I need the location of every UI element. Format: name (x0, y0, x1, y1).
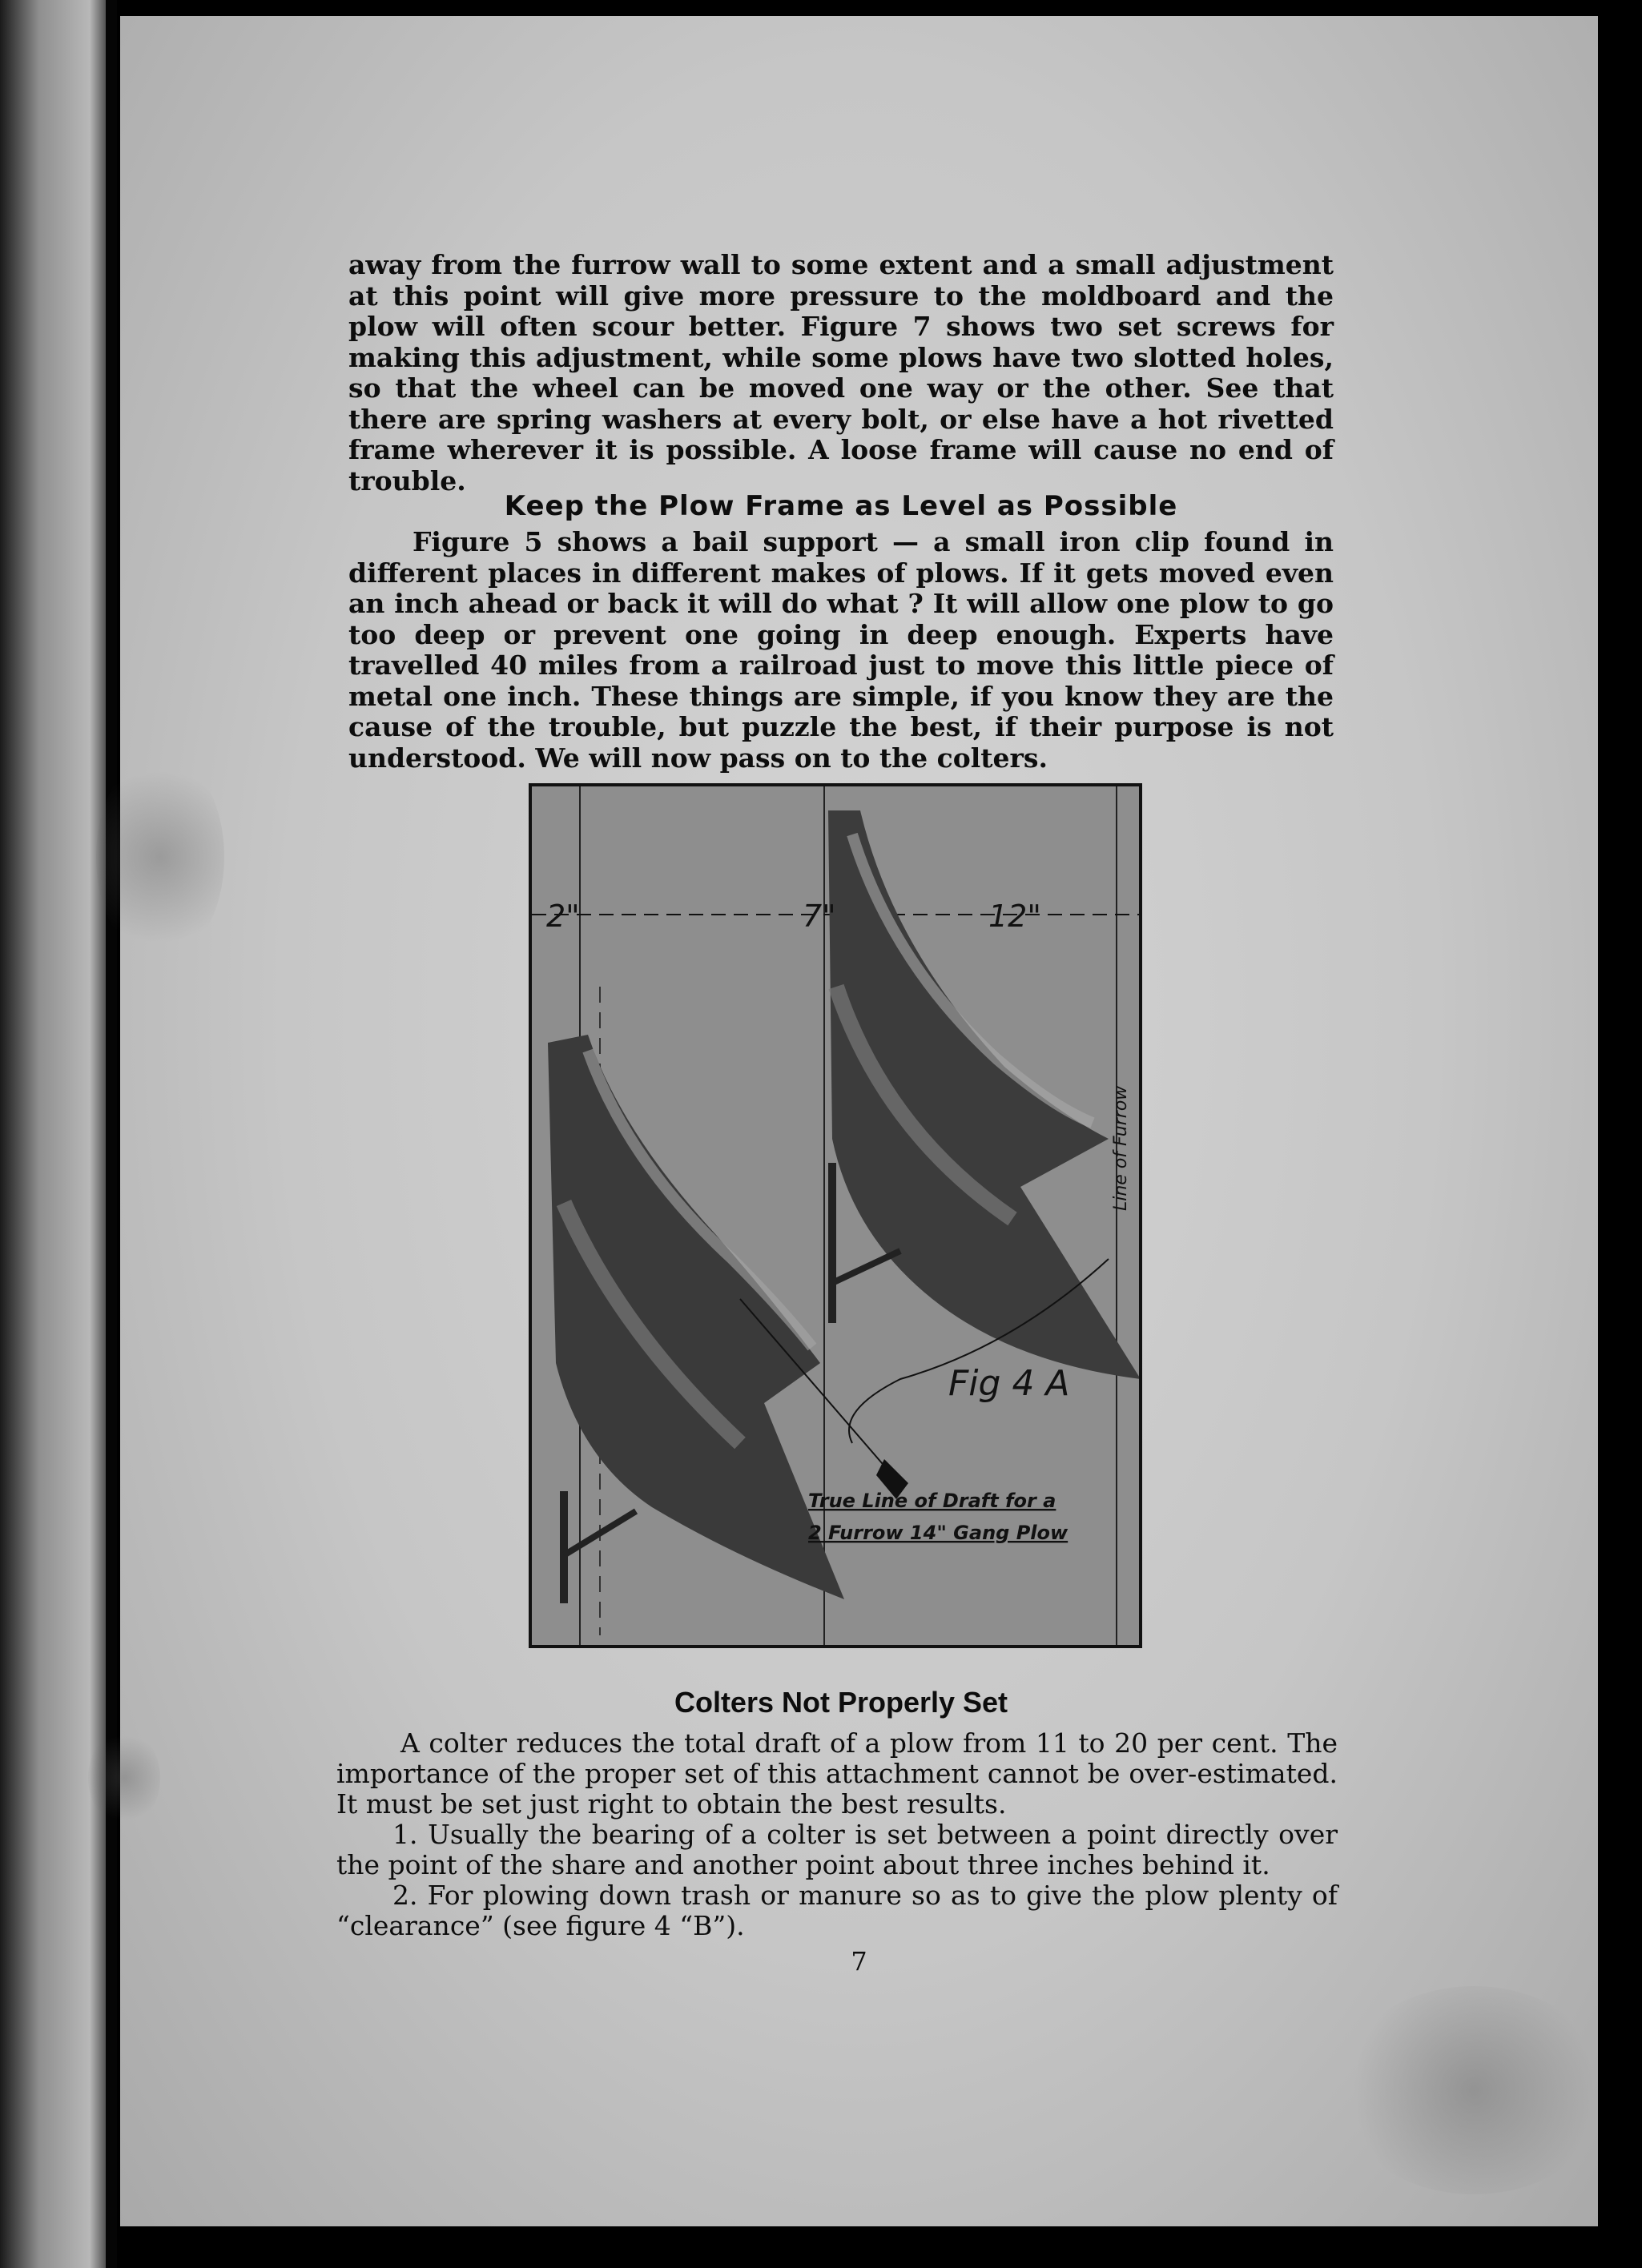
list-item-colter-clearance: 2. For plowing down trash or manure so as to give the plow plenty of “clearance” (see figure 4 “B”). (336, 1880, 1338, 1941)
section-heading-colters: Colters Not Properly Set (674, 1686, 1008, 1719)
figure-label: Fig 4 A (948, 1363, 1070, 1404)
page-number: 7 (851, 1946, 867, 1976)
paragraph-frame-adjustment: away from the furrow wall to some extent and a small adjustment at this point will give more pressure to the moldboard and the plow will often scour better. Figure 7 shows two set screws for making this adjustment, while some plows have two slotted holes, so that the wheel can be moved one way or the other. See that there are spring washers at every bolt, or else have a hot rivetted frame wherever it is possible. A loose frame will cause no end of trouble. (348, 249, 1334, 497)
dimension-label-2: 2" (546, 899, 580, 934)
right-dark-edge (1598, 0, 1642, 2268)
adjacent-page-edge (0, 0, 112, 2268)
list-item-colter-bearing: 1. Usually the bearing of a colter is set between a point directly over the point of the share and another point about three inches behind it. (336, 1819, 1338, 1880)
book-spine (106, 0, 117, 2268)
figure-caption-line1: True Line of Draft for a (808, 1490, 1056, 1512)
furrow-line-label: Line of Furrow (1111, 1085, 1131, 1211)
page-stain (1338, 1986, 1610, 2194)
figure-4a-plow-diagram (529, 783, 1142, 1648)
plow-illustration (532, 786, 1139, 1645)
page-stain (88, 1730, 160, 1826)
colters-section-body (336, 1728, 1338, 1941)
page-stain (96, 753, 224, 961)
section-heading-plow-frame: Keep the Plow Frame as Level as Possible (504, 490, 1178, 522)
document-page (120, 16, 1598, 2226)
paragraph-colters: A colter reduces the total draft of a plow from 11 to 20 per cent. The importance of the proper set of this attachment cannot be over-estimated. It must be set just right to obtain the best results. (336, 1727, 1338, 1820)
dimension-label-12: 12" (988, 899, 1041, 934)
paragraph-bail-support: Figure 5 shows a bail support — a small iron clip found in different places in different makes of plows. If it gets moved even an inch ahead or back it will do what ? It will allow one plow to go too deep or prevent one going in deep enough. Experts have travelled 40 miles from a railroad just to move this little piece of metal one inch. These things are simple, if you know they are the cause of the trouble, but puzzle the best, if their purpose is not understood. We will now pass on to the colters. (348, 526, 1334, 774)
figure-caption-line2: 2 Furrow 14" Gang Plow (808, 1522, 1069, 1544)
dimension-label-7: 7" (803, 899, 836, 934)
